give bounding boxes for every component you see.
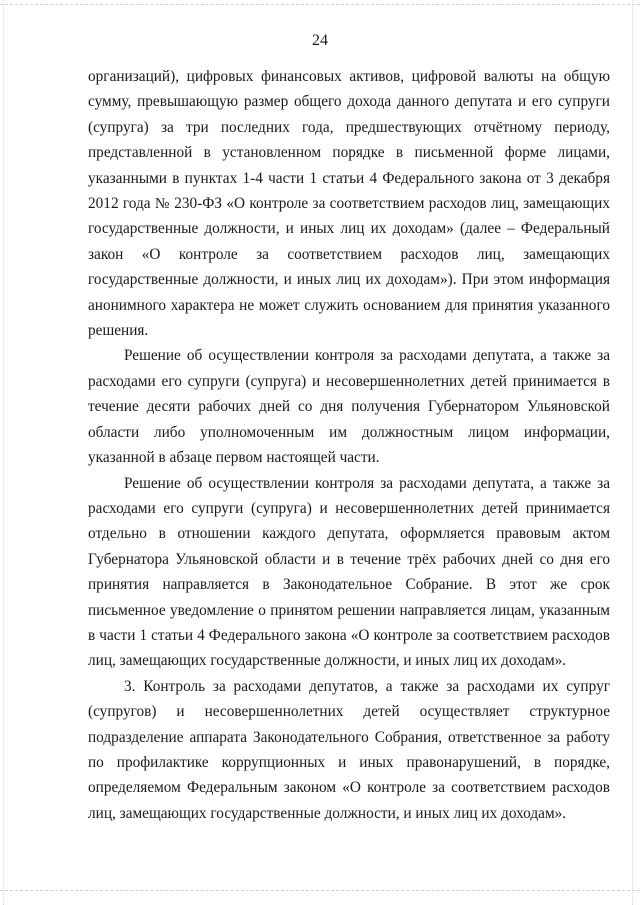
document-body [88,64,610,826]
scan-edge-right [632,0,633,905]
paragraph-continuation: организаций), цифровых финансовых активов, цифровой валюты на общую сумму, превышающую размер общего дохода данного депутата и его супруги (супруга) за три последних года, предшествующих отчётному периоду, представленной в установленном порядке в письменной форме лицами, указанными в пунктах 1-4 части 1 статьи 4 Федерального закона от 3 декабря 2012 года № 230-ФЗ «О контроле за соответствием расходов лиц, замещающих государственные должности, и иных лиц их доходам» (далее – Федеральный закон «О контроле за соответствием расходов лиц, замещающих государственные должности, и иных лиц их доходам»). При этом информация анонимного характера не может служить основанием для принятия указанного решения. [88,68,610,340]
scan-edge-left [3,0,4,905]
paragraph-decision-form: Решение об осуществлении контроля за расходами депутата, а также за расходами его супруги (супруга) и несовершеннолетних детей принимается отдельно в отношении каждого депутата, оформляется правовым актом Губернатора Ульяновской области и в течение трёх рабочих дней со дня его принятия направляется в Законодательное Собрание. В этот же срок письменное уведомление о принятом решении направляется лицам, указанным в части 1 статьи 4 Федерального закона «О контроле за соответствием расходов лиц, замещающих государственные должности, и иных лиц их доходам». [88,474,610,670]
scan-edge-top [0,4,640,5]
page-number: 24 [312,32,328,49]
paragraph-item-3: 3. Контроль за расходами депутатов, а также за расходами их супруг (супругов) и несовершеннолетних детей осуществляет структурное подразделение аппарата Законодательного Собрания, ответственное за работу по профилактике коррупционных и иных правонарушений, в порядке, определяемом Федеральным законом «О контроле за соответствием расходов лиц, замещающих государственные должности, и иных лиц их доходам». [88,677,610,822]
scan-edge-bottom [0,890,640,891]
paragraph-decision-timing: Решение об осуществлении контроля за расходами депутата, а также за расходами его супруги (супруга) и несовершеннолетних детей принимается в течение десяти рабочих дней со дня получения Губернатором Ульяновской области либо уполномоченным им должностным лицом информации, указанной в абзаце первом настоящей части. [88,347,610,467]
